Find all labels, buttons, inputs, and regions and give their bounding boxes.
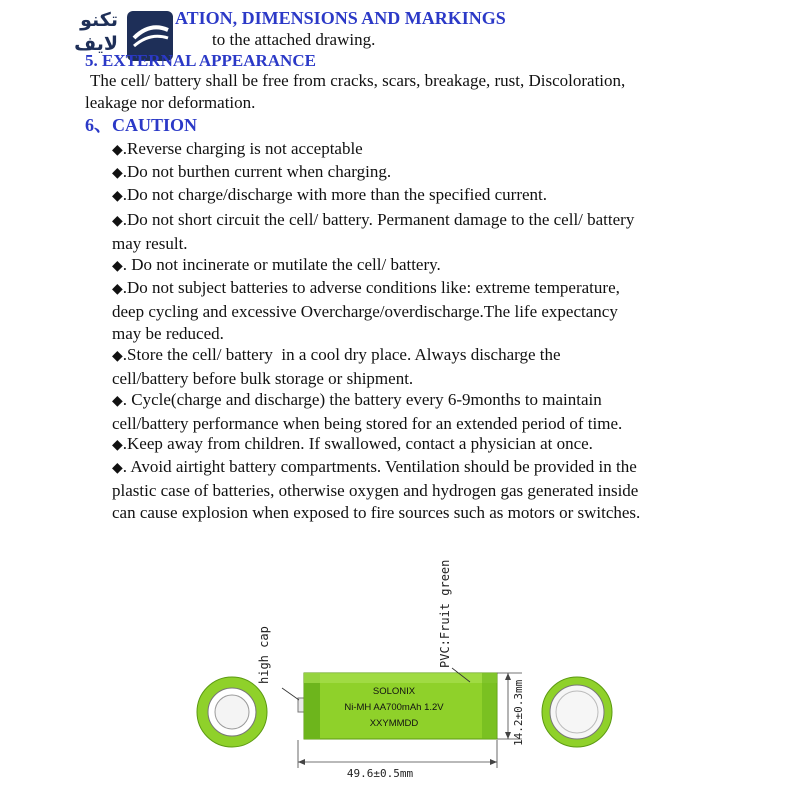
bullet-diamond-icon: ◆ [112, 165, 123, 181]
section-5-heading: 5. EXTERNAL APPEARANCE [85, 51, 316, 70]
battery-drawing [0, 520, 800, 800]
section-6-heading: 6、CAUTION [85, 115, 198, 135]
caution-text: .Do not burthen current when charging. [122, 162, 392, 181]
caution-item [112, 254, 712, 278]
diameter-dimension-label: 14.2±0.3mm [512, 679, 525, 746]
caution-text: .Do not subject batteries to adverse conditions like: extreme temperature, deep cycling and excessive Overcharge/overdischarge.The life expectancy may be reduced. [112, 278, 620, 343]
caution-item [112, 433, 712, 457]
bullet-diamond-icon: ◆ [112, 281, 123, 297]
caution-item [112, 277, 712, 346]
length-dimension-label: 49.6±0.5mm [346, 767, 414, 780]
caution-item [112, 209, 712, 255]
caution-item [112, 161, 712, 185]
length-dimension [298, 740, 497, 780]
sleeve-callout [438, 560, 470, 682]
bullet-diamond-icon: ◆ [112, 348, 123, 364]
bullet-diamond-icon: ◆ [112, 460, 123, 476]
cap-callout [257, 626, 299, 700]
battery-side-view [298, 673, 497, 739]
bullet-diamond-icon: ◆ [112, 213, 123, 229]
caution-item [112, 138, 712, 162]
logo-text-line1: تكنو [80, 9, 118, 31]
section-5-text-line2: leakage nor deformation. [85, 93, 256, 112]
caution-item [112, 389, 712, 435]
bullet-diamond-icon: ◆ [112, 142, 123, 158]
caution-text: .Do not short circuit the cell/ battery. Permanent damage to the cell/ battery may result. [112, 210, 635, 253]
battery-end-view-cap [197, 677, 267, 747]
caution-text: .Keep away from children. If swallowed, contact a physician at once. [122, 434, 593, 453]
caution-item [112, 456, 712, 525]
section-4-heading: ATION, DIMENSIONS AND MARKINGS [175, 8, 506, 28]
battery-spec-label: Ni-MH AA700mAh 1.2V [344, 702, 444, 713]
logo-text-line2: لايف [74, 33, 118, 55]
battery-code-label: XXYMMDD [369, 718, 419, 729]
caution-text: . Do not incinerate or mutilate the cell/ battery. [122, 255, 441, 274]
battery-end-view-base [542, 677, 612, 747]
section-5-text-line1: The cell/ battery shall be free from cracks, scars, breakage, rust, Discoloration, [90, 71, 626, 90]
caution-text: .Store the cell/ battery in a cool dry place. Always discharge the cell/battery before bulk storage or shipment. [112, 345, 561, 388]
caution-text: . Cycle(charge and discharge) the battery every 6-9months to maintain cell/battery performance when being stored for an extended period of time. [112, 390, 623, 433]
section-4-text: to the attached drawing. [212, 30, 376, 49]
sleeve-callout-label: PVC:Fruit green [438, 559, 452, 668]
bullet-diamond-icon: ◆ [112, 258, 123, 274]
caution-item [112, 184, 712, 208]
caution-text: . Avoid airtight battery compartments. Ventilation should be provided in the plastic case of batteries, otherwise oxygen and hydrogen gas generated inside can cause explosion when exposed to fire sources such as motors or switches. [112, 457, 641, 522]
caution-text: .Do not charge/discharge with more than the specified current. [122, 185, 548, 204]
bullet-diamond-icon: ◆ [112, 437, 123, 453]
diameter-dimension [497, 673, 525, 746]
caution-item [112, 344, 712, 390]
battery-brand-label: SOLONIX [372, 686, 416, 697]
caution-text: .Reverse charging is not acceptable [122, 139, 363, 158]
bullet-diamond-icon: ◆ [112, 188, 123, 204]
bullet-diamond-icon: ◆ [112, 393, 123, 409]
cap-callout-label: high cap [257, 626, 271, 684]
